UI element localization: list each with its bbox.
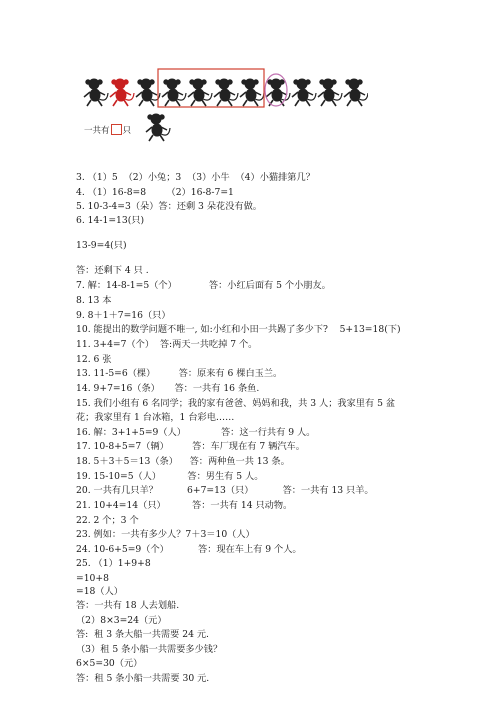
answer-line: 6×5=30（元） — [76, 658, 143, 669]
answer-line: （3）租 5 条小船一共需要多少钱？ — [76, 644, 223, 655]
answer-line: 9. 8＋1＋7=16（只） — [76, 310, 171, 321]
monkey-icon — [188, 79, 212, 106]
answer-line: 14. 9+7=16（条） 答：一共有 16 条鱼. — [76, 383, 260, 394]
answer-line: 15. 我们小组有 6 名同学；我的家有爸爸、妈妈和我，共 3 人；我家里有 5 盆 — [76, 398, 396, 409]
answer-line: 17. 10-8+5=7（辆） 答：车厂现在有 7 辆汽车。 — [76, 441, 305, 452]
answer-line: 12. 6 张 — [76, 354, 112, 365]
answer-line: 7. 解：14-8-1=5（个） 答：小红后面有 5 个小朋友。 — [76, 280, 331, 291]
monkey-row-figure — [78, 62, 368, 146]
answer-line: 8. 13 本 — [76, 295, 112, 306]
monkey-icon — [110, 79, 134, 106]
answer-line: 13-9=4(只) — [76, 240, 127, 251]
small-monkey-icon — [146, 114, 170, 141]
monkey-icon — [344, 79, 368, 106]
counter-label — [84, 124, 131, 136]
answer-line: 4. （1）16-8=8 （2）16-8-7=1 — [76, 187, 234, 198]
answer-line: 5. 10-3-4=3（朵）答：还剩 3 朵花没有做。 — [76, 201, 262, 212]
answer-line: 22. 2 个；3 个 — [76, 515, 139, 526]
answer-line: 6. 14-1=13(只) — [76, 215, 145, 226]
answer-line: 25. （1）1+9+8 — [76, 558, 151, 569]
answer-line: 24. 10-6+5=9（个） 答：现在车上有 9 个人。 — [76, 544, 302, 555]
answer-line: 答: 租 3 条大船一共需要 24 元. — [76, 629, 209, 640]
answer-line: 答：还剩下 4 只 . — [76, 265, 149, 276]
answer-line: 16. 解：3+1+5=9（人） 答：这一行共有 9 人。 — [76, 427, 316, 438]
answer-line: 18. 5＋3＋5＝13（条） 答：两种鱼一共 13 条。 — [76, 456, 290, 467]
answer-line: 23. 例如：一共有多少人？7＋3＝10（人） — [76, 529, 255, 540]
answer-line: 答：租 5 条小船一共需要 30 元. — [76, 673, 210, 684]
counter-prefix: 一共有 — [84, 126, 110, 136]
monkey-icon — [136, 79, 160, 106]
answer-line: 19. 15-10=5（人） 答：男生有 5 人。 — [76, 471, 264, 482]
answer-line: 13. 11-5=6（棵） 答：原来有 6 棵白玉兰。 — [76, 368, 283, 379]
monkey-icon — [318, 79, 342, 106]
monkey-icon — [240, 79, 264, 106]
answer-line: 20. 一共有几只羊？ 6+7=13（只） 答：一共有 13 只羊。 — [76, 485, 374, 496]
answer-line: 21. 10+4=14（只） 答：一共有 14 只动物。 — [76, 500, 293, 511]
answer-line: 10. 能提出的数学问题不唯一, 如:小红和小田一共踢了多少下? 5+13=18(下) — [76, 324, 401, 335]
monkey-icon — [162, 79, 186, 106]
answer-line: 花；我家里有 1 台冰箱，1 台彩电…… — [76, 412, 235, 423]
answer-line: 答：一共有 18 人去划船. — [76, 600, 180, 611]
monkey-icon — [84, 79, 108, 106]
monkey-icon — [214, 79, 238, 106]
answer-line: =10+8 — [76, 573, 109, 584]
counter-suffix: 只 — [122, 126, 132, 136]
answer-line: =18（人） — [76, 586, 123, 597]
answer-line: 11. 3+4=7（个） 答:两天一共吃掉 7 个。 — [76, 339, 258, 350]
answer-box — [111, 124, 122, 135]
monkey-icon — [292, 79, 316, 106]
answer-line: （2）8×3=24（元） — [76, 615, 167, 626]
answer-line: 3. （1）5 （2）小兔；3 （3）小牛 （4）小猫排第几？ — [76, 172, 315, 183]
